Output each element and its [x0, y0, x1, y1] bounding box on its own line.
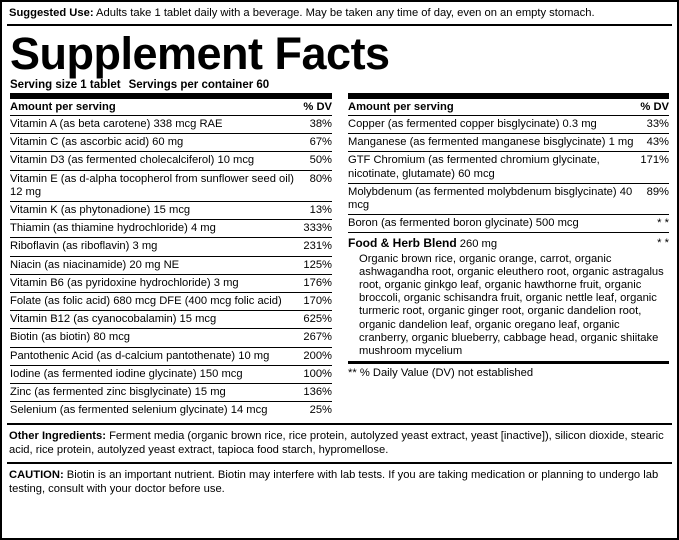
- nutrient-dv: 38%: [309, 118, 332, 130]
- other-ingredients-text: [2, 425, 677, 462]
- nutrient-row: [10, 134, 332, 152]
- blend-title: Food & Herb Blend: [348, 236, 457, 251]
- facts-column-right: [340, 93, 669, 419]
- blend-heading: [348, 237, 657, 251]
- nutrient-dv: 43%: [646, 136, 669, 149]
- nutrient-name: Folate (as folic acid) 680 mcg DFE (400 mcg folic acid): [10, 295, 282, 308]
- nutrient-row: [10, 348, 332, 366]
- nutrient-row: [348, 184, 669, 215]
- nutrient-dv: 170%: [303, 295, 332, 308]
- nutrient-row: [10, 275, 332, 293]
- nutrient-name: Biotin (as biotin) 80 mcg: [10, 331, 131, 344]
- nutrient-row: [10, 202, 332, 220]
- nutrient-dv: 13%: [309, 204, 332, 217]
- nutrient-dv: 100%: [303, 367, 332, 380]
- nutrient-row: [348, 215, 669, 233]
- nutrient-name: Niacin (as niacinamide) 20 mg NE: [10, 258, 180, 271]
- nutrient-dv: 80%: [309, 172, 332, 185]
- nutrient-name: Vitamin B12 (as cyanocobalamin) 15 mcg: [10, 313, 217, 326]
- left-header-dv: % DV: [303, 101, 332, 113]
- nutrient-row: [10, 402, 332, 419]
- nutrient-dv: 67%: [309, 136, 332, 149]
- nutrient-dv: 136%: [303, 386, 332, 399]
- nutrient-dv: 171%: [640, 154, 669, 167]
- nutrient-dv: 625%: [303, 313, 332, 326]
- nutrient-dv: 25%: [309, 404, 332, 417]
- nutrient-dv: 231%: [303, 240, 332, 253]
- left-header-amount: Amount per serving: [10, 101, 116, 113]
- serving-info: [10, 79, 669, 93]
- other-ingredients-body: Ferment media (organic brown rice, rice protein, autolyzed yeast extract, yeast [inactive]), silicon dioxide, stearic acid, rice protein, autolyzed yeast extract, tapioca food starch, hypromellose.: [9, 430, 664, 456]
- nutrient-dv: 333%: [303, 222, 332, 235]
- nutrient-name: Copper (as fermented copper bisglycinate) 0.3 mg: [348, 118, 597, 130]
- right-header-amount: Amount per serving: [348, 101, 454, 113]
- panel-title: Supplement Facts: [10, 28, 390, 79]
- nutrient-name: Selenium (as fermented selenium glycinate) 14 mcg: [10, 404, 268, 417]
- nutrient-dv: 176%: [303, 276, 332, 289]
- nutrient-name: Iodine (as fermented iodine glycinate) 150 mcg: [10, 367, 243, 380]
- blend-amount: 260 mg: [459, 238, 498, 251]
- nutrient-row: [348, 134, 669, 152]
- nutrient-dv: 89%: [646, 185, 669, 198]
- nutrient-name: Vitamin C (as ascorbic acid) 60 mg: [10, 136, 184, 149]
- nutrient-row: [10, 257, 332, 275]
- other-ingredients-label: Other Ingredients:: [9, 430, 106, 443]
- blend-dv: * *: [657, 237, 669, 250]
- nutrient-row: [10, 171, 332, 202]
- nutrient-name: Vitamin B6 (as pyridoxine hydrochloride) 3 mg: [10, 276, 239, 289]
- divider-top: [7, 24, 672, 26]
- blend-ingredients: Organic brown rice, organic orange, carrot, organic ashwagandha root, organic eleuthero root, organic astragalus root, organic ginkgo leaf, organic hawthorne fruit, organic broccoli, organic schisandra fruit, organic nettle leaf, organic turmeric root, organic ginger root, organic dandelion root, organic dandelion leaf, organic oregano leaf, organic cranberry, organic blueberry, cabbage head, organic shiitake mushroom mycelium: [359, 252, 664, 358]
- nutrient-name: Boron (as fermented boron glycinate) 500 mcg: [348, 217, 579, 230]
- nutrient-name: Vitamin A (as beta carotene) 338 mcg RAE: [10, 118, 223, 130]
- nutrient-name: Manganese (as fermented manganese bisglycinate) 1 mg: [348, 136, 634, 149]
- nutrient-dv: * *: [657, 217, 669, 230]
- facts-columns: [2, 93, 677, 419]
- nutrient-dv: 33%: [646, 118, 669, 130]
- nutrient-row: [10, 293, 332, 311]
- nutrient-row: [348, 152, 669, 183]
- nutrient-row: [10, 220, 332, 238]
- nutrient-name: Molybdenum (as fermented molybdenum bisglycinate) 40 mcg: [348, 185, 633, 212]
- caution-text: [2, 464, 677, 501]
- suggested-use-text: [2, 2, 677, 24]
- nutrient-row: [10, 238, 332, 256]
- nutrient-name: Pantothenic Acid (as d-calcium pantothenate) 10 mg: [10, 349, 270, 362]
- left-column-header: [10, 99, 332, 116]
- caution-body: Biotin is an important nutrient. Biotin may interfere with lab tests. If you are taking medication or planning to undergo lab testing, consult with your doctor before use.: [9, 469, 659, 495]
- nutrient-row: [10, 366, 332, 384]
- nutrient-dv: 50%: [309, 154, 332, 167]
- suggested-use-label: Suggested Use:: [9, 7, 94, 19]
- nutrient-row: [10, 152, 332, 170]
- nutrient-dv: 125%: [303, 258, 332, 271]
- caution-label: CAUTION:: [9, 469, 64, 482]
- right-header-dv: % DV: [640, 101, 669, 113]
- nutrient-name: Riboflavin (as riboflavin) 3 mg: [10, 240, 158, 253]
- nutrient-name: Vitamin D3 (as fermented cholecalciferol) 10 mcg: [10, 154, 255, 167]
- dv-footnote: ** % Daily Value (DV) not established: [348, 361, 669, 381]
- serving-size: Serving size 1 tablet: [10, 79, 121, 91]
- right-column-header: [348, 99, 669, 116]
- nutrient-row: [10, 384, 332, 402]
- nutrient-row: [10, 329, 332, 347]
- facts-column-left: [10, 93, 340, 419]
- nutrient-row: [10, 311, 332, 329]
- nutrient-row: [348, 116, 669, 134]
- nutrient-row: [10, 116, 332, 134]
- nutrient-name: GTF Chromium (as fermented chromium glycinate, nicotinate, glutamate) 60 mcg: [348, 154, 600, 180]
- food-herb-blend: [348, 233, 669, 359]
- nutrient-name: Zinc (as fermented zinc bisglycinate) 15 mg: [10, 386, 226, 399]
- suggested-use-body: Adults take 1 tablet daily with a beverage. May be taken any time of day, even on an empty stomach.: [93, 7, 595, 19]
- nutrient-name: Thiamin (as thiamine hydrochloride) 4 mg: [10, 222, 216, 235]
- panel-header: [2, 29, 677, 93]
- nutrient-name: Vitamin K (as phytonadione) 15 mcg: [10, 204, 191, 217]
- nutrient-dv: 267%: [303, 331, 332, 344]
- servings-per-container: Servings per container 60: [128, 79, 270, 91]
- nutrient-name: Vitamin E (as d-alpha tocopherol from sunflower seed oil) 12 mg: [10, 172, 294, 198]
- nutrient-dv: 200%: [303, 349, 332, 362]
